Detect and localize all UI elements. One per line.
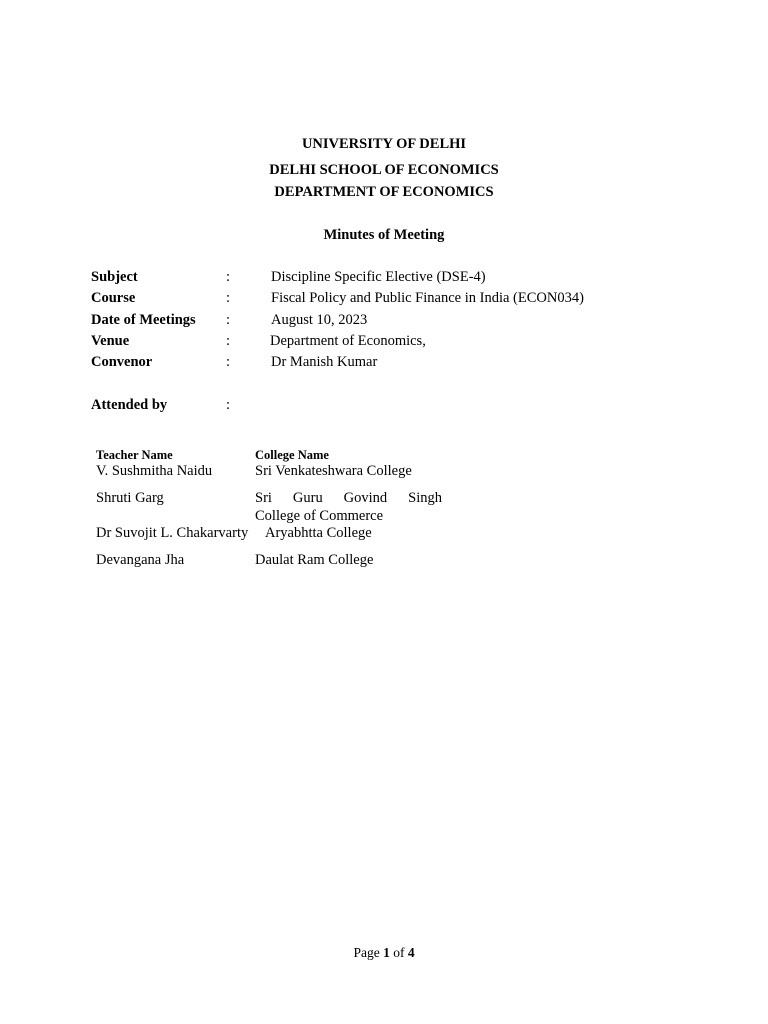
department-title: DEPARTMENT OF ECONOMICS <box>274 184 494 200</box>
course-value: Fiscal Policy and Public Finance in India (ECON034) <box>271 290 584 306</box>
total-pages: 4 <box>407 945 415 960</box>
teacher-name: Shruti Garg <box>96 490 164 506</box>
teacher-name: Dr Suvojit L. Chakarvarty <box>96 525 249 541</box>
university-title: UNIVERSITY OF DELHI <box>301 136 467 152</box>
attended-by-label: Attended by <box>91 397 168 413</box>
of-word: of <box>393 945 405 960</box>
convenor-label: Convenor <box>91 354 153 370</box>
convenor-separator: : <box>226 354 231 370</box>
convenor-value: Dr Manish Kumar <box>271 354 378 370</box>
subject-value: Discipline Specific Elective (DSE-4) <box>271 269 486 285</box>
page-number <box>0 945 768 961</box>
date-label: Date of Meetings <box>91 312 196 328</box>
document-title: Minutes of Meeting <box>323 227 445 243</box>
venue-label: Venue <box>91 333 130 349</box>
venue-separator: : <box>226 333 231 349</box>
subject-separator: : <box>226 269 231 285</box>
current-page: 1 <box>383 945 390 960</box>
college-name-line2: College of Commerce <box>255 508 384 524</box>
subject-label: Subject <box>91 269 138 285</box>
venue-value: Department of Economics, <box>270 333 426 349</box>
college-name: Aryabhtta College <box>265 525 372 541</box>
college-name: Sri Venkateshwara College <box>255 463 412 479</box>
teacher-name: Devangana Jha <box>96 552 185 568</box>
page-word: Page <box>353 945 380 960</box>
school-title: DELHI SCHOOL OF ECONOMICS <box>269 162 499 178</box>
college-name: Daulat Ram College <box>255 552 374 568</box>
college-word: Guru <box>292 490 323 506</box>
course-label: Course <box>91 290 136 306</box>
date-separator: : <box>226 312 231 328</box>
course-separator: : <box>226 290 231 306</box>
teacher-name-header: Teacher Name <box>96 448 173 462</box>
date-value: August 10, 2023 <box>271 312 368 328</box>
college-word: Singh <box>408 490 442 506</box>
teacher-name: V. Sushmitha Naidu <box>96 463 213 479</box>
college-name-header: College Name <box>255 448 329 462</box>
college-word: Sri <box>255 490 272 506</box>
college-word: Govind <box>343 490 388 506</box>
attended-by-separator: : <box>226 397 231 413</box>
college-name-line1 <box>255 490 442 507</box>
